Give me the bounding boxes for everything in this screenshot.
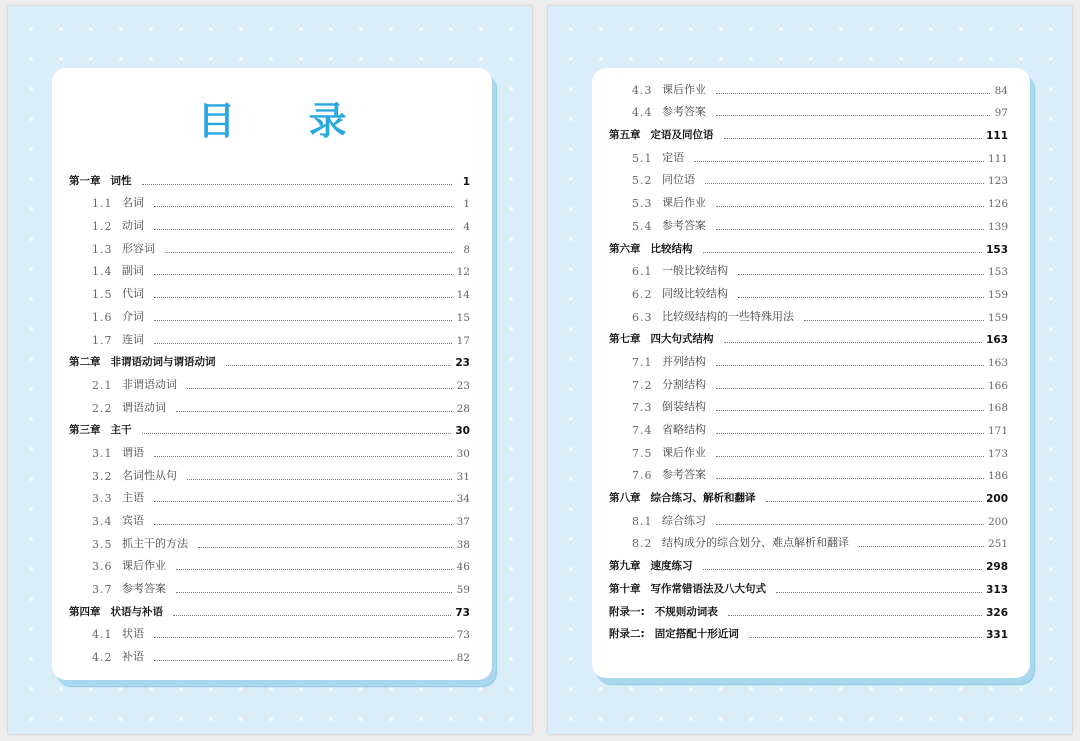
toc-section-row xyxy=(609,528,1008,551)
toc-section-row xyxy=(609,392,1008,415)
toc-page-number: 168 xyxy=(987,402,1008,415)
toc-chapter-row xyxy=(69,415,470,438)
toc-dot-leader xyxy=(154,659,452,661)
toc-page-number: 153 xyxy=(987,266,1008,279)
toc-section-row xyxy=(69,369,470,392)
toc-dot-leader xyxy=(776,591,982,593)
toc-entry-label: 课后作业 xyxy=(122,559,166,573)
toc-dot-leader xyxy=(716,477,984,479)
toc-page-number: 298 xyxy=(986,561,1008,574)
toc-dot-leader xyxy=(716,364,984,366)
toc-entry-number: 1.6 xyxy=(92,310,113,324)
toc-page-number: 313 xyxy=(986,583,1008,596)
toc-entry-label: 速度练习 xyxy=(650,560,693,573)
toc-dot-leader xyxy=(154,205,452,207)
toc-page-number: 166 xyxy=(987,379,1008,392)
toc-entry-number: 7.1 xyxy=(632,355,653,369)
toc-entry-number: 6.1 xyxy=(632,265,653,279)
toc-entry-label: 同级比较结构 xyxy=(662,286,728,300)
toc-list-left xyxy=(69,165,470,664)
toc-entry-label: 名词性从句 xyxy=(122,468,177,482)
toc-dot-leader xyxy=(154,500,452,502)
toc-entry-label: 分割结构 xyxy=(662,377,706,391)
toc-dot-leader xyxy=(154,273,452,275)
toc-dot-leader xyxy=(716,92,990,94)
toc-page-number: 31 xyxy=(456,470,470,483)
toc-dot-leader xyxy=(728,614,982,616)
toc-entry-number: 4.3 xyxy=(632,83,653,97)
toc-entry-number: 第五章 xyxy=(609,129,641,142)
toc-dot-leader xyxy=(724,341,983,343)
toc-section-row xyxy=(69,278,470,301)
toc-entry-number: 7.6 xyxy=(632,469,653,483)
toc-entry-label: 定语 xyxy=(662,150,684,164)
toc-page-number: 139 xyxy=(987,220,1008,233)
toc-page-number: 159 xyxy=(987,288,1008,301)
toc-entry-number: 4.1 xyxy=(92,628,113,642)
toc-entry-number: 3.6 xyxy=(92,560,113,574)
toc-dot-leader xyxy=(749,636,982,638)
toc-entry-label: 代词 xyxy=(122,287,144,301)
toc-page-number: 15 xyxy=(456,311,470,324)
toc-section-row xyxy=(69,505,470,528)
toc-chapter-row xyxy=(69,347,470,370)
toc-card-right xyxy=(592,68,1030,678)
toc-entry-number: 3.1 xyxy=(92,446,113,460)
toc-entry-label: 课后作业 xyxy=(662,445,706,459)
toc-dot-leader xyxy=(804,319,984,321)
toc-dot-leader xyxy=(716,228,984,230)
toc-entry-label: 非谓语动词与谓语动词 xyxy=(110,356,216,369)
toc-entry-label: 课后作业 xyxy=(662,196,706,210)
toc-entry-number: 5.3 xyxy=(632,197,653,211)
toc-dot-leader xyxy=(738,296,984,298)
toc-page-number: 37 xyxy=(456,516,470,528)
toc-entry-number: 7.4 xyxy=(632,424,653,437)
toc-page-number: 200 xyxy=(986,493,1008,506)
toc-entry-number: 第三章 xyxy=(69,424,101,437)
toc-section-row xyxy=(69,573,470,596)
toc-entry-label: 结构成分的综合划分、难点解析和翻译 xyxy=(662,536,849,550)
toc-entry-number: 4.4 xyxy=(632,106,653,120)
toc-section-row xyxy=(609,369,1008,392)
toc-dot-leader xyxy=(198,546,452,548)
toc-page-number: 30 xyxy=(455,425,470,438)
toc-entry-number: 8.1 xyxy=(632,514,653,528)
toc-page-number: 46 xyxy=(456,561,470,574)
toc-page-number: 17 xyxy=(456,334,470,347)
toc-entry-number: 5.4 xyxy=(632,219,653,233)
toc-section-row xyxy=(609,414,1008,437)
toc-entry-label: 形容词 xyxy=(122,241,155,255)
toc-dot-leader xyxy=(716,114,990,116)
toc-page-number: 28 xyxy=(456,402,470,415)
toc-section-row xyxy=(69,233,470,256)
toc-page-number: 23 xyxy=(455,357,470,370)
toc-dot-leader xyxy=(154,455,452,457)
toc-page-number: 163 xyxy=(986,334,1008,347)
toc-page-number: 153 xyxy=(986,243,1008,256)
toc-entry-label: 补语 xyxy=(122,650,144,664)
toc-entry-number: 1.5 xyxy=(92,288,113,302)
toc-dot-leader xyxy=(154,296,452,298)
toc-entry-number: 1.2 xyxy=(92,220,113,234)
toc-section-row xyxy=(69,301,470,324)
toc-page-number: 34 xyxy=(456,493,470,506)
toc-entry-label: 状语与补语 xyxy=(110,605,163,618)
toc-dot-leader xyxy=(154,342,452,344)
toc-section-row xyxy=(609,142,1008,165)
toc-dot-leader xyxy=(187,478,452,480)
toc-entry-label: 宾语 xyxy=(122,514,144,527)
toc-entry-number: 第七章 xyxy=(609,333,641,346)
toc-entry-label: 谓语动词 xyxy=(122,400,166,414)
toc-entry-label: 主干 xyxy=(110,424,132,437)
toc-section-row xyxy=(69,437,470,460)
toc-entry-number: 3.4 xyxy=(92,515,113,528)
toc-section-row xyxy=(609,97,1008,120)
toc-section-row xyxy=(609,437,1008,460)
toc-chapter-row xyxy=(609,619,1008,642)
toc-section-row xyxy=(609,74,1008,97)
toc-entry-label: 一般比较结构 xyxy=(662,264,728,278)
toc-entry-label: 动词 xyxy=(122,219,144,233)
toc-page-number: 251 xyxy=(987,538,1008,551)
toc-entry-number: 1.4 xyxy=(92,265,113,279)
toc-page-number: 8 xyxy=(463,243,470,256)
toc-dot-leader xyxy=(187,387,452,389)
toc-page-number: 123 xyxy=(987,175,1008,188)
toc-section-row xyxy=(609,165,1008,188)
toc-page-number: 331 xyxy=(986,629,1008,642)
toc-section-row xyxy=(69,324,470,347)
toc-section-row xyxy=(69,641,470,664)
toc-dot-leader xyxy=(859,545,984,547)
toc-page-number: 163 xyxy=(987,356,1008,369)
toc-dot-leader xyxy=(154,228,452,230)
toc-entry-number: 7.3 xyxy=(632,401,653,415)
toc-page-number: 23 xyxy=(456,379,470,392)
toc-entry-label: 并列结构 xyxy=(662,354,706,368)
toc-entry-number: 2.1 xyxy=(92,378,113,392)
toc-page-number: 1 xyxy=(463,198,470,211)
toc-dot-leader xyxy=(716,409,984,411)
toc-entry-number: 第十章 xyxy=(609,582,641,595)
toc-entry-label: 名词 xyxy=(122,196,144,210)
toc-entry-label: 词性 xyxy=(110,174,132,187)
toc-page-number: 186 xyxy=(987,470,1008,483)
toc-dot-leader xyxy=(226,364,452,366)
toc-dot-leader xyxy=(176,591,452,593)
toc-section-row xyxy=(69,551,470,574)
toc-entry-number: 1.7 xyxy=(92,333,113,347)
toc-page-number: 59 xyxy=(456,584,470,597)
toc-entry-label: 介词 xyxy=(122,309,144,323)
toc-page-number: 173 xyxy=(987,447,1008,460)
toc-dot-leader xyxy=(724,137,983,139)
toc-dot-leader xyxy=(716,455,984,457)
toc-chapter-row xyxy=(609,596,1008,619)
toc-dot-leader xyxy=(716,387,984,389)
toc-section-row xyxy=(69,619,470,642)
toc-page-number: 200 xyxy=(987,515,1008,528)
toc-entry-number: 7.5 xyxy=(632,446,653,460)
toc-section-row xyxy=(69,256,470,279)
toc-dot-leader xyxy=(176,410,452,412)
toc-entry-number: 6.3 xyxy=(632,310,653,324)
toc-section-row xyxy=(69,188,470,211)
toc-entry-label: 比较结构 xyxy=(650,242,693,255)
toc-entry-number: 5.2 xyxy=(632,174,653,188)
toc-page-number: 30 xyxy=(456,447,470,460)
toc-chapter-row xyxy=(609,119,1008,142)
toc-entry-number: 第九章 xyxy=(609,560,641,573)
toc-entry-number: 附录二: xyxy=(609,628,645,641)
toc-dot-leader xyxy=(766,500,983,502)
toc-entry-number: 第一章 xyxy=(69,174,101,187)
toc-dot-leader xyxy=(154,636,452,638)
toc-section-row xyxy=(69,460,470,483)
toc-entry-label: 参考答案 xyxy=(662,468,706,482)
toc-entry-number: 3.2 xyxy=(92,469,113,483)
toc-page-number: 73 xyxy=(455,606,470,619)
toc-entry-label: 综合练习 xyxy=(662,513,706,527)
toc-entry-label: 非谓语动词 xyxy=(122,377,177,391)
toc-dot-leader xyxy=(716,523,984,525)
toc-card-left xyxy=(52,68,492,680)
toc-section-row xyxy=(609,210,1008,233)
toc-entry-number: 3.5 xyxy=(92,537,113,551)
toc-entry-number: 第二章 xyxy=(69,356,101,369)
toc-entry-label: 主语 xyxy=(122,491,144,505)
toc-chapter-row xyxy=(609,482,1008,505)
toc-chapter-row xyxy=(69,596,470,619)
toc-section-row xyxy=(69,528,470,551)
toc-page-number: 171 xyxy=(987,425,1008,437)
toc-entry-number: 7.2 xyxy=(632,378,653,392)
toc-entry-label: 定语及同位语 xyxy=(650,129,714,142)
toc-dot-leader xyxy=(716,205,984,207)
toc-entry-number: 8.2 xyxy=(632,537,653,551)
toc-dot-leader xyxy=(705,182,984,184)
toc-page-number: 84 xyxy=(994,84,1008,97)
toc-section-row xyxy=(609,301,1008,324)
toc-section-row xyxy=(609,346,1008,369)
toc-section-row xyxy=(69,392,470,415)
toc-dot-leader xyxy=(703,251,983,253)
toc-page-number: 159 xyxy=(987,311,1008,324)
toc-page-number: 73 xyxy=(456,629,470,642)
toc-entry-label: 比较级结构的一些特殊用法 xyxy=(662,309,794,323)
toc-entry-label: 参考答案 xyxy=(122,582,166,596)
toc-entry-label: 综合练习、解析和翻译 xyxy=(650,492,756,505)
toc-entry-number: 4.2 xyxy=(92,651,113,665)
toc-dot-leader xyxy=(154,523,452,525)
toc-chapter-row xyxy=(609,324,1008,347)
toc-page-number: 326 xyxy=(986,606,1008,619)
toc-dot-leader xyxy=(142,183,453,185)
toc-entry-label: 固定搭配十形近词 xyxy=(654,628,739,641)
toc-entry-label: 连词 xyxy=(122,332,144,346)
toc-page-number: 1 xyxy=(462,175,470,188)
toc-entry-number: 3.7 xyxy=(92,583,113,597)
toc-entry-number: 第八章 xyxy=(609,492,641,505)
toc-page-number: 12 xyxy=(456,266,470,279)
toc-entry-number: 1.1 xyxy=(92,197,113,211)
toc-dot-leader xyxy=(703,568,983,570)
toc-entry-label: 谓语 xyxy=(122,445,144,459)
toc-dot-leader xyxy=(165,251,452,253)
toc-chapter-row xyxy=(609,550,1008,573)
toc-dot-leader xyxy=(142,432,452,434)
page-title: 目 录 xyxy=(197,99,377,143)
toc-entry-label: 抓主干的方法 xyxy=(122,536,188,550)
toc-page-number: 111 xyxy=(986,130,1008,143)
toc-entry-label: 省略结构 xyxy=(662,423,706,436)
toc-page-number: 14 xyxy=(456,289,470,302)
toc-entry-number: 5.1 xyxy=(632,151,653,165)
toc-entry-label: 参考答案 xyxy=(662,218,706,232)
toc-dot-leader xyxy=(716,432,984,434)
toc-section-row xyxy=(609,256,1008,279)
toc-chapter-row xyxy=(609,233,1008,256)
toc-entry-number: 第六章 xyxy=(609,242,641,255)
toc-chapter-row xyxy=(609,573,1008,596)
toc-section-row xyxy=(609,460,1008,483)
right-page xyxy=(548,6,1072,734)
toc-page-number: 126 xyxy=(987,198,1008,211)
toc-page-number: 4 xyxy=(463,221,470,234)
toc-entry-label: 写作常错语法及八大句式 xyxy=(650,582,766,595)
toc-entry-label: 副词 xyxy=(122,264,144,278)
toc-entry-label: 课后作业 xyxy=(662,82,706,96)
toc-chapter-row xyxy=(69,165,470,188)
toc-entry-label: 不规则动词表 xyxy=(654,605,718,618)
toc-entry-number: 第四章 xyxy=(69,605,101,618)
toc-entry-label: 状语 xyxy=(122,627,144,641)
toc-page-number: 111 xyxy=(987,152,1008,165)
toc-section-row xyxy=(609,278,1008,301)
toc-entry-label: 参考答案 xyxy=(662,105,706,119)
toc-section-row xyxy=(69,210,470,233)
toc-entry-number: 2.2 xyxy=(92,401,113,415)
toc-dot-leader xyxy=(176,568,452,570)
toc-section-row xyxy=(69,483,470,506)
toc-dot-leader xyxy=(738,273,984,275)
toc-list-right xyxy=(609,74,1008,641)
toc-entry-label: 倒装结构 xyxy=(662,400,706,414)
toc-dot-leader xyxy=(173,614,451,616)
toc-dot-leader xyxy=(694,160,984,162)
toc-entry-number: 附录一: xyxy=(609,605,645,618)
toc-page-number: 97 xyxy=(994,107,1008,120)
toc-entry-number: 3.3 xyxy=(92,492,113,506)
toc-dot-leader xyxy=(154,319,452,321)
toc-entry-number: 1.3 xyxy=(92,242,113,256)
toc-page-number: 82 xyxy=(456,652,470,665)
toc-page-number: 38 xyxy=(456,538,470,551)
toc-section-row xyxy=(609,505,1008,528)
toc-entry-number: 6.2 xyxy=(632,287,653,301)
toc-section-row xyxy=(609,187,1008,210)
toc-entry-label: 四大句式结构 xyxy=(650,333,714,346)
left-page xyxy=(8,6,532,734)
toc-entry-label: 同位语 xyxy=(662,173,695,187)
